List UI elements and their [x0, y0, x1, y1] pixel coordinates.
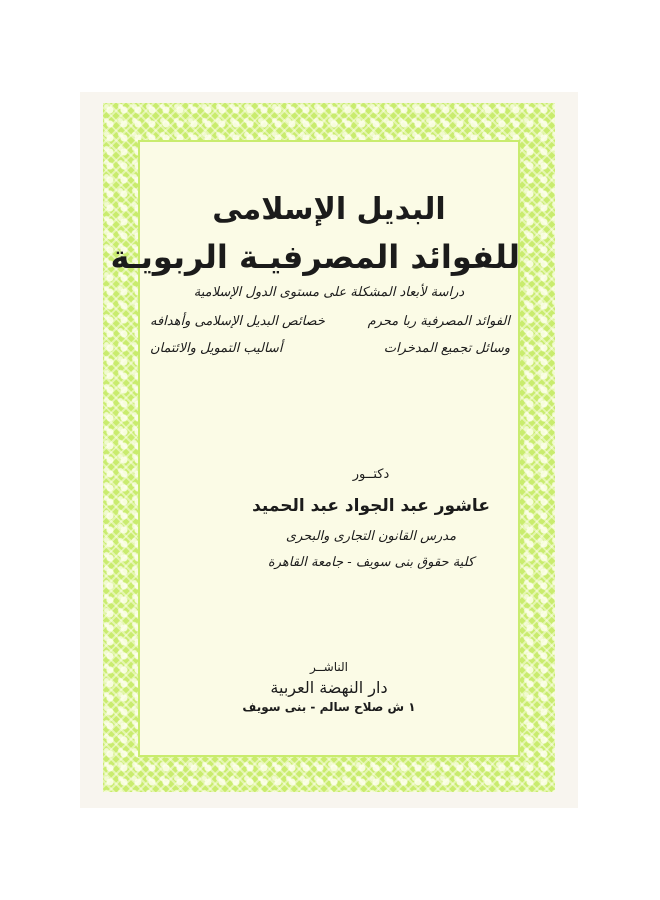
- topics-row-2: [150, 341, 510, 356]
- topic: الفوائد المصرفية ربا محرم: [367, 314, 510, 329]
- author-title: دكتــور: [352, 467, 390, 482]
- topics-row-1: [150, 314, 510, 329]
- title-line-1: البديل الإسلامى: [212, 192, 446, 227]
- topic: خصائص البديل الإسلامى وأهدافه: [150, 314, 325, 329]
- publisher-label: الناشــر: [310, 660, 348, 674]
- topic: وسائل تجميع المدخرات: [383, 341, 510, 356]
- publisher-name: دار النهضة العربية: [270, 678, 388, 697]
- author-name: عاشور عبد الجواد عبد الحميد: [252, 496, 490, 516]
- title-line-2: للفوائد المصرفيـة الربويـة: [110, 238, 520, 276]
- publisher-address: ١ ش صلاح سالم - بنى سويف: [242, 700, 416, 714]
- subtitle: دراسة لأبعاد المشكلة على مستوى الدول الإسلامية: [193, 285, 465, 300]
- topic: أساليب التمويل والائتمان: [150, 341, 283, 356]
- author-position: مدرس القانون التجارى والبحرى: [285, 529, 457, 544]
- author-faculty: كلية حقوق بنى سويف - جامعة القاهرة: [267, 555, 475, 570]
